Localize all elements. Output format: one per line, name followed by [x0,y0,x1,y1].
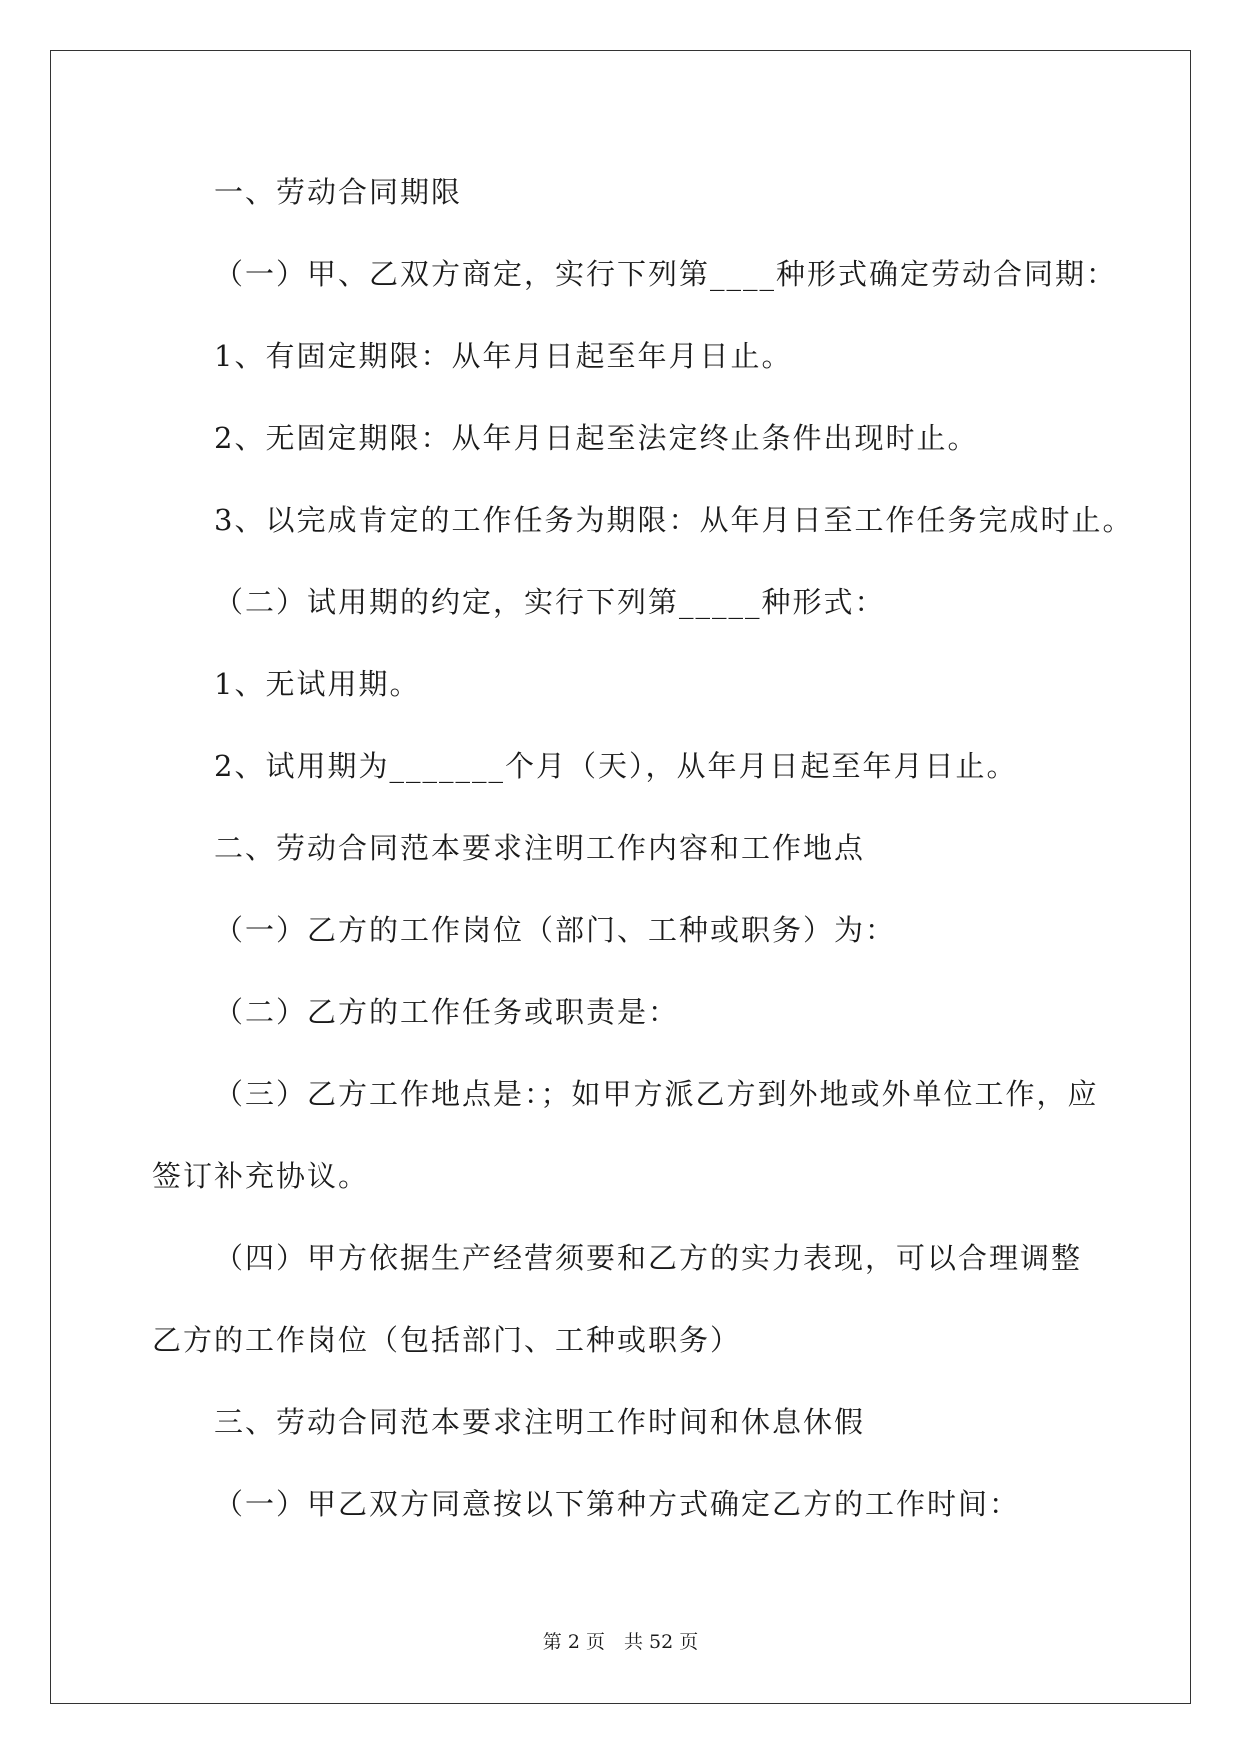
section-heading-2: 二、劳动合同范本要求注明工作内容和工作地点 [214,831,866,865]
paragraph-line: 2、试用期为_______个月（天），从年月日起至年月日止。 [214,749,1018,783]
paragraph-line-continuation: 乙方的工作岗位（包括部门、工种或职务） [152,1323,742,1357]
paragraph-line: （二）试用期的约定，实行下列第_____种形式： [214,585,886,619]
section-heading-1: 一、劳动合同期限 [214,175,463,209]
section-heading-3: 三、劳动合同范本要求注明工作时间和休息休假 [214,1405,866,1439]
paragraph-line: （二）乙方的工作任务或职责是： [214,995,680,1029]
paragraph-line: （一）乙方的工作岗位（部门、工种或职务）为： [214,913,897,947]
page-border [50,50,1191,1704]
paragraph-line-continuation: 签订补充协议。 [152,1159,370,1193]
paragraph-line: （三）乙方工作地点是：；如甲方派乙方到外地或外单位工作，应 [214,1077,1099,1111]
paragraph-line: （一）甲、乙双方商定，实行下列第____种形式确定劳动合同期： [214,257,1118,291]
paragraph-line: （一）甲乙双方同意按以下第种方式确定乙方的工作时间： [214,1487,1021,1521]
paragraph-line: 2、无固定期限：从年月日起至法定终止条件出现时止。 [214,421,979,455]
paragraph-line: 3、以完成肯定的工作任务为期限：从年月日至工作任务完成时止。 [214,503,1134,537]
paragraph-line: 1、无试用期。 [214,667,421,701]
page-number: 第 2 页 共 52 页 [542,1631,699,1653]
paragraph-line: 1、有固定期限：从年月日起至年月日止。 [214,339,793,373]
paragraph-line: （四）甲方依据生产经营须要和乙方的实力表现，可以合理调整 [214,1241,1083,1275]
